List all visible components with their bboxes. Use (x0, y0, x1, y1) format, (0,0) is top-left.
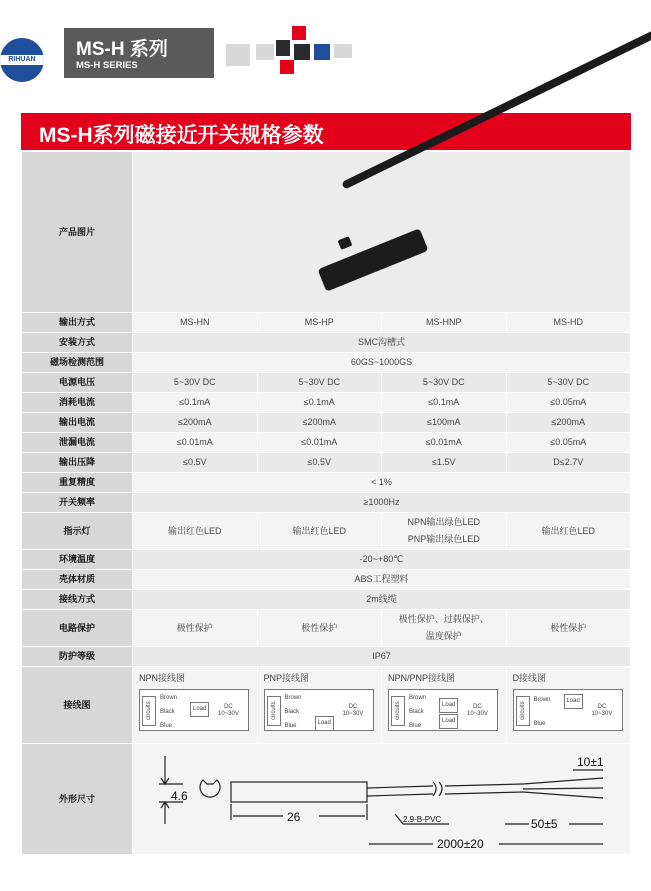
table-row (22, 493, 630, 512)
row-label: 电路保护 (22, 610, 132, 646)
series-title: MS-H 系列 (76, 39, 168, 60)
wire-label: Blue (409, 723, 422, 729)
dc-label (592, 704, 613, 718)
table-row (22, 744, 630, 854)
dc-range: 10~30V (591, 711, 613, 717)
row-label: 输出电流 (22, 413, 132, 432)
dim-lead-length: 50±5 (531, 817, 558, 831)
table-cell: ≤0.01mA (133, 433, 257, 452)
table-row (22, 473, 630, 492)
cell-line: 温度保护 (425, 631, 462, 641)
dc-label (218, 704, 239, 718)
wire-label: Black (160, 709, 175, 715)
table-cell: ≤0.05mA (507, 393, 631, 412)
wiring-title: NPN/PNP接线图 (388, 673, 456, 683)
table-cell: 输出红色LED (258, 513, 382, 549)
table-cell: 5~30V DC (382, 373, 506, 392)
wiring-title: D接线图 (512, 673, 546, 683)
wiring-diagram-npn (133, 667, 257, 743)
load-label: Load (439, 714, 458, 729)
sensor-set-screw (338, 236, 353, 250)
decor-square (334, 44, 352, 58)
decor-square (280, 60, 294, 74)
table-cell: 2m线缆 (133, 590, 630, 609)
wire-label: Black (284, 709, 300, 715)
table-cell: 5~30V DC (507, 373, 631, 392)
wire-label: Brown (284, 695, 302, 701)
dim-strip-length: 10±1 (577, 755, 604, 769)
table-row (22, 647, 630, 666)
table-row (22, 393, 630, 412)
circuit-label: circuits (391, 696, 405, 726)
row-label: 电源电压 (22, 373, 132, 392)
dc-range: 10~30V (467, 711, 488, 717)
wiring-title: PNP接线图 (263, 673, 310, 683)
table-cell: ≤100mA (382, 413, 506, 432)
table-cell: ≤0.05mA (507, 433, 631, 452)
wiring-schematic (513, 689, 623, 731)
table-row (22, 570, 630, 589)
decor-square (276, 40, 290, 56)
series-label (64, 28, 214, 78)
table-row (22, 590, 630, 609)
table-cell: SMC沟槽式 (133, 333, 630, 352)
table-cell: D≤2.7V (507, 453, 631, 472)
spec-table (21, 151, 631, 855)
table-cell: ≤1.5V (382, 453, 506, 472)
circuit-label: circuits (516, 696, 530, 726)
row-label: 指示灯 (22, 513, 132, 549)
table-row (22, 433, 630, 452)
table-cell: IP67 (133, 647, 630, 666)
table-cell: MS-HD (507, 313, 631, 332)
table-cell: MS-HP (258, 313, 382, 332)
dc-range: 10~30V (342, 711, 364, 717)
table-cell: ≥1000Hz (133, 493, 630, 512)
wiring-schematic (264, 689, 374, 731)
table-cell: MS-HN (133, 313, 257, 332)
row-label: 开关频率 (22, 493, 132, 512)
table-cell: ≤0.01mA (258, 433, 382, 452)
row-label: 防护等级 (22, 647, 132, 666)
table-cell: 5~30V DC (258, 373, 382, 392)
decor-square (314, 44, 330, 60)
dim-cable-length: 2000±20 (437, 837, 484, 851)
load-label: Load (315, 716, 334, 731)
dc-text: DC (224, 704, 233, 710)
cell-line: NPN输出绿色LED (407, 517, 480, 527)
dim-cable-spec: 2.9-B-PVC (403, 815, 442, 824)
table-cell: ABS工程塑料 (133, 570, 630, 589)
table-cell (382, 610, 506, 646)
circuit-label: circuits (267, 696, 281, 726)
load-label: Load (190, 702, 209, 717)
wire-label: Brown (409, 695, 427, 701)
row-label: 重复精度 (22, 473, 132, 492)
dimension-drawing (133, 744, 630, 854)
row-label: 输出方式 (22, 313, 132, 332)
wiring-schematic (139, 689, 249, 731)
table-row (22, 513, 630, 549)
table-cell: ≤200mA (258, 413, 382, 432)
row-label: 环境温度 (22, 550, 132, 569)
row-label: 产品图片 (22, 152, 132, 312)
table-row (22, 413, 630, 432)
table-row (22, 667, 630, 743)
dim-height: 4.6 (171, 789, 188, 803)
wire-label: Blue (284, 723, 297, 729)
decor-square (292, 26, 306, 40)
spec-title-bar (21, 113, 631, 150)
table-row (22, 550, 630, 569)
row-label: 泄漏电流 (22, 433, 132, 452)
table-cell: ≤0.1mA (382, 393, 506, 412)
table-row (22, 610, 630, 646)
row-label: 外形尺寸 (22, 744, 132, 854)
load-label: Load (564, 694, 583, 709)
table-row (22, 152, 630, 312)
wiring-schematic (388, 689, 498, 731)
table-row (22, 333, 630, 352)
table-cell: ≤0.01mA (382, 433, 506, 452)
row-label: 消耗电流 (22, 393, 132, 412)
wire-label: Blue (533, 721, 546, 727)
series-subtitle: MS-H SERIES (76, 60, 138, 71)
table-cell: 5~30V DC (133, 373, 257, 392)
logo-text: RIHUAN (0, 55, 44, 65)
wire-label: Blue (160, 723, 173, 729)
table-cell: 极性保护 (133, 610, 257, 646)
table-row (22, 353, 630, 372)
dc-text: DC (473, 704, 482, 710)
table-row (22, 313, 630, 332)
wiring-diagram-d (507, 667, 631, 743)
wiring-diagram-pnp (258, 667, 382, 743)
page-header (0, 14, 651, 78)
table-cell: 极性保护 (507, 610, 631, 646)
brand-logo (0, 38, 44, 82)
row-label: 接线方式 (22, 590, 132, 609)
table-cell: 极性保护 (258, 610, 382, 646)
table-cell: 输出红色LED (507, 513, 631, 549)
row-label: 接线图 (22, 667, 132, 743)
table-cell: < 1% (133, 473, 630, 492)
dim-body-length: 26 (287, 810, 301, 824)
table-cell: ≤0.1mA (258, 393, 382, 412)
row-label: 输出压降 (22, 453, 132, 472)
load-label: Load (439, 698, 458, 713)
product-photo (133, 152, 630, 312)
dimension-svg (133, 744, 629, 854)
table-cell: MS-HNP (382, 313, 506, 332)
table-cell: 60GS~1000GS (133, 353, 630, 372)
dc-label (467, 704, 488, 718)
cell-line: PNP输出绿色LED (407, 534, 480, 544)
decor-square (256, 44, 274, 60)
row-label: 安装方式 (22, 333, 132, 352)
wiring-title: NPN接线图 (139, 673, 186, 683)
decor-square (226, 44, 250, 66)
table-row (22, 373, 630, 392)
table-cell: ≤200mA (507, 413, 631, 432)
table-row (22, 453, 630, 472)
wire-label: Brown (160, 695, 178, 701)
dc-text: DC (348, 704, 358, 710)
cell-line: 极性保护、过载保护、 (398, 614, 489, 624)
dc-range: 10~30V (218, 711, 239, 717)
dc-text: DC (597, 704, 607, 710)
table-cell (382, 513, 506, 549)
table-cell: ≤0.1mA (133, 393, 257, 412)
table-cell: -20~+80℃ (133, 550, 630, 569)
wiring-diagram-npn-pnp (382, 667, 506, 743)
circuit-label: circuits (142, 696, 156, 726)
table-cell: 输出红色LED (133, 513, 257, 549)
sensor-body (318, 228, 429, 291)
page-title: MS-H系列磁接近开关规格参数 (39, 124, 324, 147)
wire-label: Black (409, 709, 424, 715)
row-label: 壳体材质 (22, 570, 132, 589)
wire-label: Brown (533, 697, 551, 703)
table-cell: ≤0.5V (133, 453, 257, 472)
table-cell: ≤0.5V (258, 453, 382, 472)
table-cell: ≤200mA (133, 413, 257, 432)
row-label: 磁场检测范围 (22, 353, 132, 372)
dc-label (343, 704, 364, 718)
decor-square (294, 44, 310, 60)
